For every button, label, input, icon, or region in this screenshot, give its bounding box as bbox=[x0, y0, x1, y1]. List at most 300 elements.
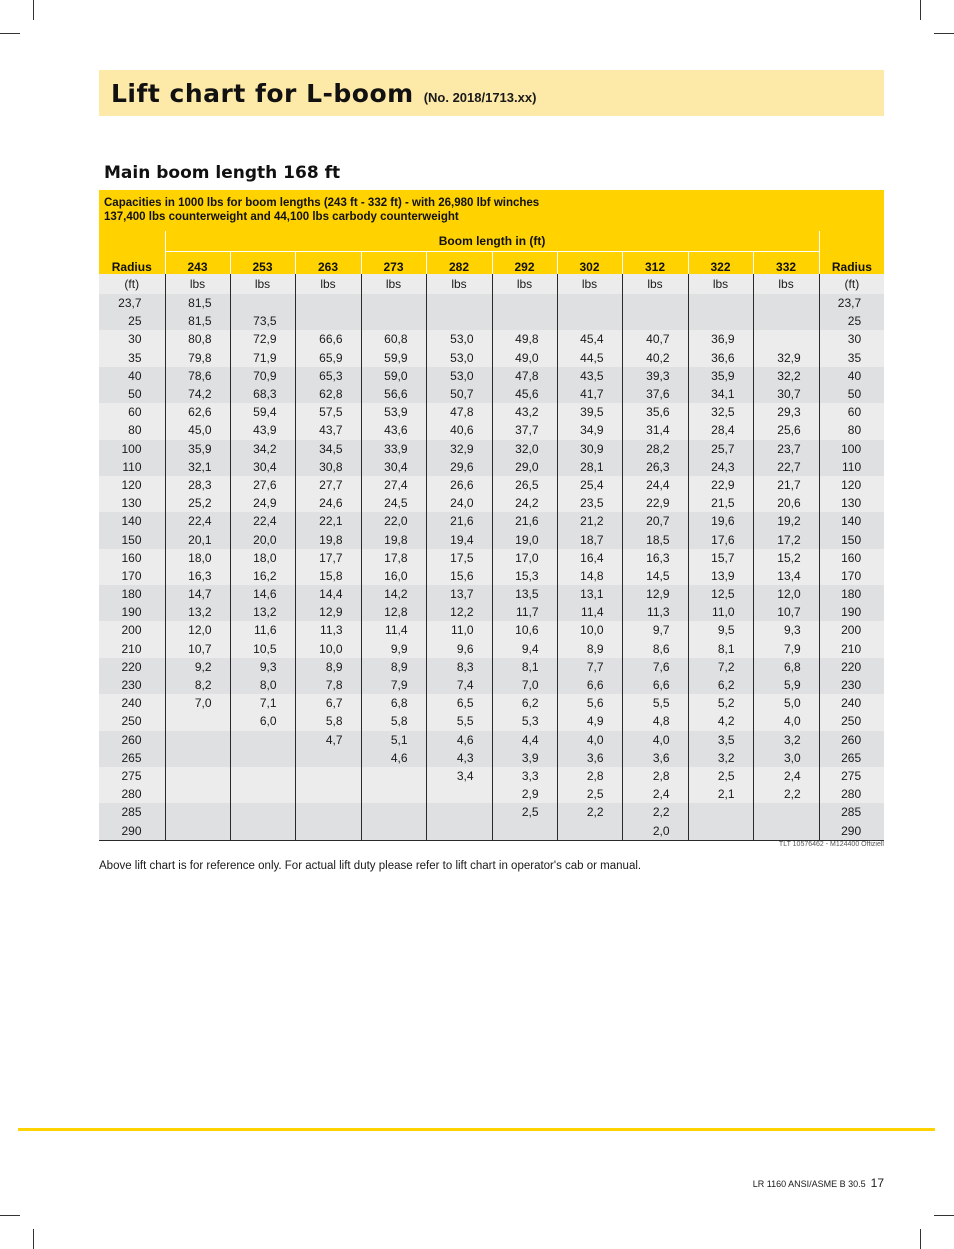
capacity-cell: 11,0 bbox=[688, 603, 753, 621]
capacity-cell: 3,9 bbox=[492, 749, 557, 767]
capacity-cell bbox=[492, 294, 557, 312]
capacity-cell: 22,1 bbox=[295, 512, 361, 530]
capacity-cell bbox=[557, 312, 622, 330]
capacity-cell bbox=[361, 803, 426, 821]
capacity-cell bbox=[230, 294, 295, 312]
radius-cell: 250 bbox=[99, 712, 165, 730]
capacity-cell: 2,4 bbox=[622, 785, 688, 803]
boom-length-col-header: 253 bbox=[230, 252, 295, 275]
radius-cell: 35 bbox=[819, 349, 884, 367]
page-subtitle: (No. 2018/1713.xx) bbox=[423, 89, 537, 105]
capacity-cell: 21,2 bbox=[557, 512, 622, 530]
capacity-cell bbox=[557, 821, 622, 840]
capacity-cell: 37,7 bbox=[492, 421, 557, 439]
radius-cell: 290 bbox=[99, 821, 165, 840]
capacity-cell: 24,0 bbox=[426, 494, 492, 512]
caption-line-1: Capacities in 1000 lbs for boom lengths (243 ft - 332 ft) - with 26,980 lbf winches bbox=[104, 197, 540, 209]
capacity-cell: 7,1 bbox=[230, 694, 295, 712]
capacity-cell: 56,6 bbox=[361, 385, 426, 403]
table-row bbox=[99, 567, 884, 585]
capacity-cell: 3,4 bbox=[426, 767, 492, 785]
capacity-cell: 2,2 bbox=[622, 803, 688, 821]
capacity-cell: 5,5 bbox=[622, 694, 688, 712]
capacity-cell: 35,6 bbox=[622, 403, 688, 421]
capacity-cell: 16,3 bbox=[622, 549, 688, 567]
capacity-cell: 4,4 bbox=[492, 731, 557, 749]
capacity-cell: 34,2 bbox=[230, 440, 295, 458]
radius-cell: 280 bbox=[819, 785, 884, 803]
capacity-cell: 32,5 bbox=[688, 403, 753, 421]
capacity-cell: 5,8 bbox=[295, 712, 361, 730]
table-row bbox=[99, 385, 884, 403]
capacity-cell: 11,3 bbox=[622, 603, 688, 621]
capacity-cell: 24,5 bbox=[361, 494, 426, 512]
capacity-cell: 36,9 bbox=[688, 330, 753, 348]
capacity-cell: 4,6 bbox=[426, 731, 492, 749]
capacity-cell: 78,6 bbox=[165, 367, 230, 385]
capacity-cell: 23,7 bbox=[753, 440, 819, 458]
radius-cell: 130 bbox=[819, 494, 884, 512]
boom-length-col-header: 322 bbox=[688, 252, 753, 275]
boom-length-col-header: 263 bbox=[295, 252, 361, 275]
capacity-cell: 19,8 bbox=[361, 530, 426, 548]
capacity-cell: 7,7 bbox=[557, 658, 622, 676]
boom-length-col-header: 332 bbox=[753, 252, 819, 275]
capacity-cell: 81,5 bbox=[165, 312, 230, 330]
capacity-cell: 18,0 bbox=[230, 549, 295, 567]
capacity-cell: 43,5 bbox=[557, 367, 622, 385]
capacity-cell bbox=[230, 785, 295, 803]
radius-cell: 25 bbox=[99, 312, 165, 330]
capacity-cell bbox=[295, 785, 361, 803]
table-row bbox=[99, 658, 884, 676]
capacity-cell: 12,2 bbox=[426, 603, 492, 621]
capacity-cell: 29,0 bbox=[492, 458, 557, 476]
capacity-cell: 73,5 bbox=[230, 312, 295, 330]
radius-cell: 260 bbox=[99, 731, 165, 749]
radius-cell: 25 bbox=[819, 312, 884, 330]
disclaimer-text: Above lift chart is for reference only. For actual lift duty please refer to lift chart in operator's cab or manual. bbox=[99, 860, 642, 872]
radius-cell: 180 bbox=[99, 585, 165, 603]
capacity-cell: 3,2 bbox=[753, 731, 819, 749]
capacity-cell: 4,9 bbox=[557, 712, 622, 730]
capacity-cell: 20,6 bbox=[753, 494, 819, 512]
capacity-cell: 53,0 bbox=[426, 367, 492, 385]
table-row bbox=[99, 821, 884, 840]
boom-length-col-header: 312 bbox=[622, 252, 688, 275]
capacity-cell: 39,3 bbox=[622, 367, 688, 385]
capacity-cell: 2,8 bbox=[622, 767, 688, 785]
radius-cell: 220 bbox=[819, 658, 884, 676]
capacity-cell: 26,5 bbox=[492, 476, 557, 494]
capacity-cell: 68,3 bbox=[230, 385, 295, 403]
table-row bbox=[99, 712, 884, 730]
capacity-cell bbox=[165, 712, 230, 730]
radius-cell: 120 bbox=[99, 476, 165, 494]
table-row bbox=[99, 458, 884, 476]
radius-cell: 160 bbox=[819, 549, 884, 567]
header-spacer bbox=[99, 231, 165, 252]
capacity-cell: 47,8 bbox=[492, 367, 557, 385]
capacity-cell: 27,4 bbox=[361, 476, 426, 494]
capacity-cell: 5,3 bbox=[492, 712, 557, 730]
capacity-cell: 40,2 bbox=[622, 349, 688, 367]
radius-cell: 35 bbox=[99, 349, 165, 367]
capacity-cell: 32,1 bbox=[165, 458, 230, 476]
capacity-cell: 47,8 bbox=[426, 403, 492, 421]
capacity-cell: 49,0 bbox=[492, 349, 557, 367]
table-row bbox=[99, 694, 884, 712]
table-row bbox=[99, 494, 884, 512]
boom-length-col-header: 302 bbox=[557, 252, 622, 275]
radius-cell: 275 bbox=[99, 767, 165, 785]
capacity-cell: 33,9 bbox=[361, 440, 426, 458]
units-row bbox=[99, 274, 884, 294]
radius-cell: 240 bbox=[99, 694, 165, 712]
capacity-cell: 17,5 bbox=[426, 549, 492, 567]
capacity-cell bbox=[426, 803, 492, 821]
capacity-cell: 72,9 bbox=[230, 330, 295, 348]
capacity-cell: 6,5 bbox=[426, 694, 492, 712]
capacity-cell: 5,0 bbox=[753, 694, 819, 712]
table-row bbox=[99, 530, 884, 548]
capacity-cell: 43,6 bbox=[361, 421, 426, 439]
capacity-cell: 26,3 bbox=[622, 458, 688, 476]
value-unit: lbs bbox=[688, 274, 753, 294]
capacity-cell: 45,0 bbox=[165, 421, 230, 439]
crop-mark bbox=[0, 1215, 20, 1216]
capacity-cell: 2,9 bbox=[492, 785, 557, 803]
capacity-cell: 24,3 bbox=[688, 458, 753, 476]
capacity-cell: 13,9 bbox=[688, 567, 753, 585]
capacity-cell: 21,5 bbox=[688, 494, 753, 512]
capacity-cell: 6,8 bbox=[753, 658, 819, 676]
capacity-cell: 2,5 bbox=[557, 785, 622, 803]
value-unit: lbs bbox=[753, 274, 819, 294]
value-unit: lbs bbox=[492, 274, 557, 294]
capacity-cell: 39,5 bbox=[557, 403, 622, 421]
lift-chart-table bbox=[99, 231, 884, 841]
capacity-cell: 11,4 bbox=[361, 621, 426, 639]
capacity-cell: 13,5 bbox=[492, 585, 557, 603]
capacity-cell bbox=[295, 821, 361, 840]
capacity-cell bbox=[361, 312, 426, 330]
capacity-cell: 34,5 bbox=[295, 440, 361, 458]
capacity-cell: 15,7 bbox=[688, 549, 753, 567]
capacity-cell: 34,9 bbox=[557, 421, 622, 439]
capacity-cell: 17,7 bbox=[295, 549, 361, 567]
value-unit: lbs bbox=[426, 274, 492, 294]
capacity-cell: 18,7 bbox=[557, 530, 622, 548]
table-caption bbox=[99, 190, 884, 231]
radius-cell: 23,7 bbox=[819, 294, 884, 312]
capacity-cell: 3,2 bbox=[688, 749, 753, 767]
capacity-cell: 25,4 bbox=[557, 476, 622, 494]
capacity-cell: 24,6 bbox=[295, 494, 361, 512]
page-number: 17 bbox=[870, 1176, 884, 1190]
capacity-cell: 3,0 bbox=[753, 749, 819, 767]
capacity-cell: 40,6 bbox=[426, 421, 492, 439]
capacity-cell: 3,3 bbox=[492, 767, 557, 785]
boom-length-col-header: 282 bbox=[426, 252, 492, 275]
capacity-cell: 14,6 bbox=[230, 585, 295, 603]
capacity-cell: 8,6 bbox=[622, 640, 688, 658]
radius-cell: 150 bbox=[819, 530, 884, 548]
boom-length-col-header: 292 bbox=[492, 252, 557, 275]
capacity-cell: 6,8 bbox=[361, 694, 426, 712]
capacity-cell: 43,2 bbox=[492, 403, 557, 421]
capacity-cell: 11,6 bbox=[230, 621, 295, 639]
capacity-cell: 27,6 bbox=[230, 476, 295, 494]
capacity-cell: 32,2 bbox=[753, 367, 819, 385]
table-row bbox=[99, 549, 884, 567]
capacity-cell: 7,9 bbox=[753, 640, 819, 658]
radius-cell: 265 bbox=[819, 749, 884, 767]
radius-cell: 240 bbox=[819, 694, 884, 712]
capacity-cell: 22,9 bbox=[622, 494, 688, 512]
crop-mark bbox=[934, 33, 954, 34]
capacity-cell: 20,1 bbox=[165, 530, 230, 548]
capacity-cell: 6,0 bbox=[230, 712, 295, 730]
radius-unit: (ft) bbox=[819, 274, 884, 294]
capacity-cell: 6,2 bbox=[492, 694, 557, 712]
capacity-cell: 4,2 bbox=[688, 712, 753, 730]
table-row bbox=[99, 603, 884, 621]
capacity-cell: 40,7 bbox=[622, 330, 688, 348]
capacity-cell: 12,9 bbox=[622, 585, 688, 603]
capacity-cell: 50,7 bbox=[426, 385, 492, 403]
radius-cell: 290 bbox=[819, 821, 884, 840]
capacity-cell bbox=[622, 294, 688, 312]
capacity-cell bbox=[230, 767, 295, 785]
table-row bbox=[99, 367, 884, 385]
capacity-cell: 16,0 bbox=[361, 567, 426, 585]
capacity-cell: 62,6 bbox=[165, 403, 230, 421]
capacity-cell bbox=[688, 312, 753, 330]
capacity-cell: 29,6 bbox=[426, 458, 492, 476]
capacity-cell: 2,5 bbox=[688, 767, 753, 785]
capacity-cell: 25,7 bbox=[688, 440, 753, 458]
capacity-cell: 5,9 bbox=[753, 676, 819, 694]
radius-header-left: Radius bbox=[99, 252, 165, 275]
capacity-cell: 8,9 bbox=[361, 658, 426, 676]
capacity-cell: 5,1 bbox=[361, 731, 426, 749]
table-row bbox=[99, 749, 884, 767]
capacity-cell: 35,9 bbox=[688, 367, 753, 385]
capacity-cell: 22,0 bbox=[361, 512, 426, 530]
capacity-cell bbox=[688, 821, 753, 840]
capacity-cell: 4,7 bbox=[295, 731, 361, 749]
capacity-cell: 7,8 bbox=[295, 676, 361, 694]
capacity-cell: 4,8 bbox=[622, 712, 688, 730]
capacity-cell: 15,8 bbox=[295, 567, 361, 585]
radius-cell: 260 bbox=[819, 731, 884, 749]
table-row bbox=[99, 621, 884, 639]
capacity-cell: 79,8 bbox=[165, 349, 230, 367]
radius-cell: 160 bbox=[99, 549, 165, 567]
radius-cell: 150 bbox=[99, 530, 165, 548]
capacity-cell: 14,2 bbox=[361, 585, 426, 603]
capacity-cell: 3,5 bbox=[688, 731, 753, 749]
capacity-cell: 53,0 bbox=[426, 349, 492, 367]
capacity-cell bbox=[295, 767, 361, 785]
capacity-cell: 16,4 bbox=[557, 549, 622, 567]
capacity-cell: 8,9 bbox=[557, 640, 622, 658]
boom-length-col-header: 243 bbox=[165, 252, 230, 275]
capacity-cell: 30,7 bbox=[753, 385, 819, 403]
capacity-cell bbox=[295, 312, 361, 330]
table-row bbox=[99, 785, 884, 803]
radius-cell: 40 bbox=[99, 367, 165, 385]
radius-cell: 130 bbox=[99, 494, 165, 512]
capacity-cell: 2,2 bbox=[753, 785, 819, 803]
capacity-cell: 16,2 bbox=[230, 567, 295, 585]
radius-cell: 230 bbox=[99, 676, 165, 694]
capacity-cell: 57,5 bbox=[295, 403, 361, 421]
capacity-cell: 4,0 bbox=[753, 712, 819, 730]
capacity-cell: 53,9 bbox=[361, 403, 426, 421]
crop-mark bbox=[0, 33, 20, 34]
radius-cell: 170 bbox=[819, 567, 884, 585]
crop-mark bbox=[920, 0, 921, 20]
capacity-cell: 4,6 bbox=[361, 749, 426, 767]
capacity-cell: 28,3 bbox=[165, 476, 230, 494]
capacity-cell: 70,9 bbox=[230, 367, 295, 385]
capacity-cell: 8,9 bbox=[295, 658, 361, 676]
capacity-cell bbox=[361, 821, 426, 840]
radius-cell: 80 bbox=[99, 421, 165, 439]
capacity-cell bbox=[230, 749, 295, 767]
capacity-cell: 8,3 bbox=[426, 658, 492, 676]
capacity-cell bbox=[753, 312, 819, 330]
capacity-cell: 45,4 bbox=[557, 330, 622, 348]
capacity-cell: 45,6 bbox=[492, 385, 557, 403]
boom-length-header: Boom length in (ft) bbox=[165, 231, 819, 252]
capacity-cell: 44,5 bbox=[557, 349, 622, 367]
capacity-cell bbox=[426, 821, 492, 840]
capacity-cell bbox=[230, 731, 295, 749]
radius-cell: 120 bbox=[819, 476, 884, 494]
radius-cell: 210 bbox=[99, 640, 165, 658]
value-unit: lbs bbox=[557, 274, 622, 294]
capacity-cell bbox=[688, 803, 753, 821]
radius-cell: 180 bbox=[819, 585, 884, 603]
capacity-cell: 10,0 bbox=[557, 621, 622, 639]
radius-cell: 100 bbox=[99, 440, 165, 458]
capacity-cell: 2,1 bbox=[688, 785, 753, 803]
capacity-cell: 14,8 bbox=[557, 567, 622, 585]
capacity-cell: 11,4 bbox=[557, 603, 622, 621]
capacity-cell: 12,5 bbox=[688, 585, 753, 603]
table-row bbox=[99, 421, 884, 439]
capacity-cell: 9,4 bbox=[492, 640, 557, 658]
capacity-cell: 25,2 bbox=[165, 494, 230, 512]
radius-cell: 50 bbox=[819, 385, 884, 403]
capacity-cell: 7,2 bbox=[688, 658, 753, 676]
capacity-cell: 8,1 bbox=[492, 658, 557, 676]
capacity-cell: 21,6 bbox=[426, 512, 492, 530]
capacity-cell: 22,4 bbox=[165, 512, 230, 530]
capacity-cell: 37,6 bbox=[622, 385, 688, 403]
capacity-cell: 10,6 bbox=[492, 621, 557, 639]
radius-cell: 140 bbox=[99, 512, 165, 530]
capacity-cell: 41,7 bbox=[557, 385, 622, 403]
capacity-cell bbox=[230, 803, 295, 821]
capacity-cell: 3,6 bbox=[557, 749, 622, 767]
radius-cell: 100 bbox=[819, 440, 884, 458]
capacity-cell: 8,0 bbox=[230, 676, 295, 694]
caption-line-2: 137,400 lbs counterweight and 44,100 lbs carbody counterweight bbox=[104, 211, 459, 223]
capacity-cell: 21,7 bbox=[753, 476, 819, 494]
capacity-cell bbox=[361, 294, 426, 312]
value-unit: lbs bbox=[230, 274, 295, 294]
capacity-cell: 59,9 bbox=[361, 349, 426, 367]
capacity-cell: 19,8 bbox=[295, 530, 361, 548]
capacity-cell: 13,1 bbox=[557, 585, 622, 603]
value-unit: lbs bbox=[622, 274, 688, 294]
capacity-cell: 34,1 bbox=[688, 385, 753, 403]
capacity-cell: 8,2 bbox=[165, 676, 230, 694]
table-body bbox=[99, 274, 884, 840]
radius-cell: 275 bbox=[819, 767, 884, 785]
capacity-cell bbox=[622, 312, 688, 330]
table-row bbox=[99, 294, 884, 312]
table-row bbox=[99, 349, 884, 367]
capacity-cell: 43,9 bbox=[230, 421, 295, 439]
column-header-row bbox=[99, 252, 884, 275]
capacity-cell bbox=[165, 821, 230, 840]
capacity-cell: 26,6 bbox=[426, 476, 492, 494]
capacity-cell: 31,4 bbox=[622, 421, 688, 439]
table-row bbox=[99, 803, 884, 821]
capacity-cell: 13,2 bbox=[165, 603, 230, 621]
radius-cell: 230 bbox=[819, 676, 884, 694]
capacity-cell bbox=[426, 312, 492, 330]
radius-cell: 280 bbox=[99, 785, 165, 803]
title-band bbox=[99, 70, 884, 116]
capacity-cell bbox=[230, 821, 295, 840]
radius-cell: 30 bbox=[819, 330, 884, 348]
capacity-cell: 65,9 bbox=[295, 349, 361, 367]
capacity-cell: 6,2 bbox=[688, 676, 753, 694]
crop-mark bbox=[934, 1215, 954, 1216]
radius-cell: 170 bbox=[99, 567, 165, 585]
capacity-cell: 11,7 bbox=[492, 603, 557, 621]
radius-cell: 200 bbox=[819, 621, 884, 639]
capacity-cell: 12,0 bbox=[753, 585, 819, 603]
capacity-cell: 20,7 bbox=[622, 512, 688, 530]
radius-cell: 80 bbox=[819, 421, 884, 439]
radius-cell: 200 bbox=[99, 621, 165, 639]
radius-cell: 190 bbox=[819, 603, 884, 621]
crop-mark bbox=[33, 0, 34, 20]
capacity-cell: 65,3 bbox=[295, 367, 361, 385]
capacity-cell: 32,0 bbox=[492, 440, 557, 458]
capacity-cell bbox=[492, 312, 557, 330]
radius-cell: 285 bbox=[819, 803, 884, 821]
capacity-cell: 4,0 bbox=[557, 731, 622, 749]
capacity-cell: 9,7 bbox=[622, 621, 688, 639]
capacity-cell: 30,4 bbox=[230, 458, 295, 476]
capacity-cell: 59,4 bbox=[230, 403, 295, 421]
capacity-cell: 13,4 bbox=[753, 567, 819, 585]
radius-cell: 250 bbox=[819, 712, 884, 730]
capacity-cell: 22,9 bbox=[688, 476, 753, 494]
crop-mark bbox=[920, 1229, 921, 1249]
capacity-cell: 15,3 bbox=[492, 567, 557, 585]
capacity-cell: 43,7 bbox=[295, 421, 361, 439]
capacity-cell: 12,8 bbox=[361, 603, 426, 621]
